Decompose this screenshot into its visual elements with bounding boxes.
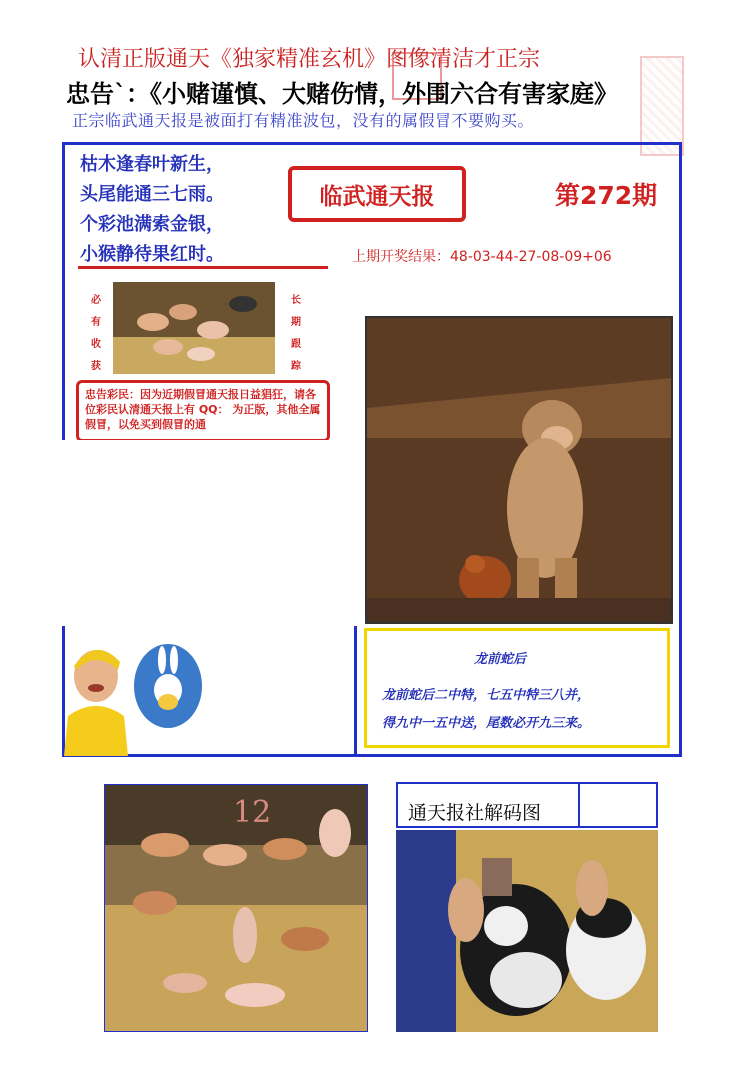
header-title: 认清正版通天《独家精准玄机》图像清洁才正宗 [78, 47, 541, 72]
side-label: 收 [91, 339, 101, 350]
notice-text: 忠告彩民：因为近期假冒通天报日益猖狂，请各位彩民认清通天报上有 QQ： 为正版，其他全属假冒，以免买到假冒的通 [85, 388, 321, 431]
watermark-stamp [640, 56, 684, 156]
header-warning: 忠告`：《小赌谨慎、大赌伤情，外围六合有害家庭》 [66, 79, 618, 108]
dragon-line: 得九中一五中送，尾数必开九三来。 [382, 716, 591, 731]
poem [80, 150, 310, 270]
calf-photo [396, 830, 658, 1032]
side-label: 长 [291, 295, 301, 306]
piglets-photo-large [104, 784, 368, 1032]
divider-line [354, 626, 357, 756]
last-result: 上期开奖结果：48-03-44-27-08-09+06 [352, 249, 612, 265]
rabbit-icon [132, 626, 204, 730]
dragon-title: 龙前蛇后 [474, 652, 527, 667]
side-label: 有 [91, 317, 101, 328]
masthead-logo-text: 临武通天报 [319, 182, 435, 210]
poem-underline [78, 266, 328, 269]
poem-line: 小猴静待果红时。 [80, 244, 224, 265]
side-label: 必 [91, 295, 101, 306]
code-title: 通天报社解码图 [408, 802, 542, 824]
monkey-photo [365, 316, 673, 624]
piglets-photo-small [113, 282, 275, 374]
dragon-line: 龙前蛇后二中特，七五中特三八并， [382, 688, 591, 703]
header-note: 正宗临武通天报是被面打有精准波包，没有的属假冒不要购买。 [72, 111, 535, 130]
side-labels-right [290, 290, 302, 378]
side-label: 获 [91, 361, 101, 372]
issue-number: 第272期 [555, 181, 658, 210]
blank-panel [62, 440, 380, 626]
boy-image [62, 636, 128, 756]
pig-number: 12 [233, 795, 272, 830]
side-label: 踪 [291, 361, 301, 372]
masthead-logo [288, 166, 466, 222]
side-label: 跟 [291, 339, 301, 350]
side-labels-left [90, 290, 102, 378]
poem-line: 个彩池满索金银， [80, 214, 224, 235]
poem-line: 枯木逢春叶新生， [80, 154, 224, 175]
poem-line: 头尾能通三七雨。 [80, 184, 224, 205]
code-title-divider [578, 782, 580, 828]
notice-box [76, 380, 330, 442]
side-label: 期 [291, 317, 301, 328]
